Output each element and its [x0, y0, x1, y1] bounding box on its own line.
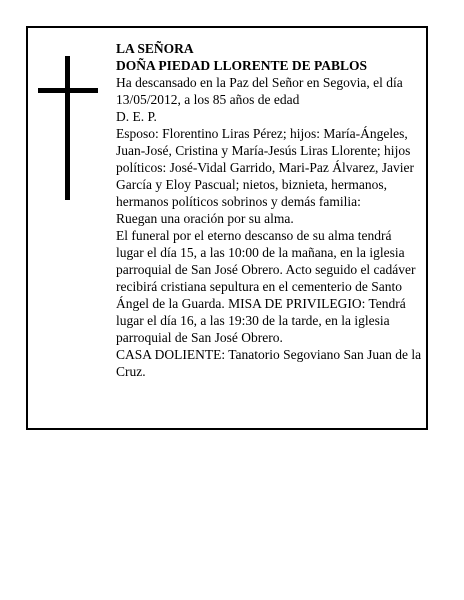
title-line: LA SEÑORA: [116, 41, 194, 56]
obituary-notice: [26, 26, 428, 430]
dep-line: D. E. P.: [116, 109, 157, 124]
cross-icon: [38, 56, 98, 200]
cross-vertical-bar: [65, 56, 70, 200]
deceased-name: DOÑA PIEDAD LLORENTE DE PABLOS: [116, 58, 368, 73]
prayer-request: Ruegan una oración por su alma.: [116, 211, 294, 226]
obituary-text: [116, 40, 422, 380]
funeral-details: El funeral por el eterno descanso de su alma tendrá lugar el día 15, a las 10:00 de la mañana, en la iglesia parroquial de San José Obrero. Acto seguido el cadáver recibirá cristiana sepultura en el cementerio de Santo Ángel de la Guarda. MISA DE PRIVILEGIO: Tendrá lugar el día 16, a las 19:30 de la tarde, en la iglesia parroquial de San José Obrero.: [116, 228, 416, 345]
cross-horizontal-bar: [38, 88, 98, 93]
rest-statement: Ha descansado en la Paz del Señor en Segovia, el día 13/05/2012, a los 85 años de edad: [116, 75, 403, 107]
family-list: Esposo: Florentino Liras Pérez; hijos: María-Ángeles, Juan-José, Cristina y María-Jesús Liras Llorente; hijos políticos: José-Vidal Garrido, Mari-Paz Álvarez, Javier García y Eloy Pascual; nietos, biznieta, hermanos, hermanos políticos sobrinos y demás familia:: [116, 126, 414, 209]
mourning-house: CASA DOLIENTE: Tanatorio Segoviano San Juan de la Cruz.: [116, 347, 422, 379]
